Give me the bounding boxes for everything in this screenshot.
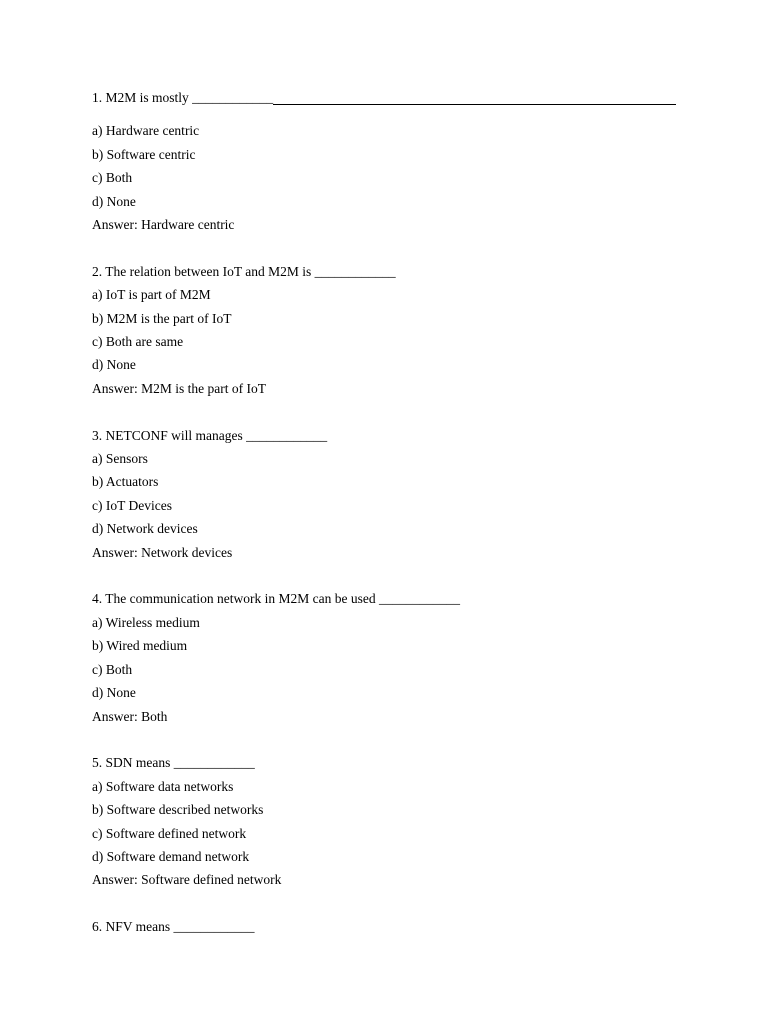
question-2-option-a: a) IoT is part of M2M bbox=[92, 287, 211, 303]
question-block-3 bbox=[92, 424, 676, 564]
question-5-option-c: c) Software defined network bbox=[92, 825, 247, 841]
question-4-option-b: b) Wired medium bbox=[92, 638, 188, 654]
question-1-text: 1. M2M is mostly ____________ bbox=[92, 90, 274, 105]
question-2-answer: Answer: M2M is the part of IoT bbox=[92, 380, 266, 396]
question-5-answer: Answer: Software defined network bbox=[92, 872, 282, 888]
question-1-line bbox=[92, 86, 676, 109]
question-2-option-d: d) None bbox=[92, 357, 136, 373]
question-1-option-b: b) Software centric bbox=[92, 146, 196, 162]
question-block-4 bbox=[92, 587, 676, 727]
question-block-1 bbox=[92, 86, 676, 236]
question-3-option-d: d) Network devices bbox=[92, 521, 198, 537]
question-1-option-a: a) Hardware centric bbox=[92, 123, 200, 139]
question-3-answer: Answer: Network devices bbox=[92, 544, 233, 560]
question-4-answer: Answer: Both bbox=[92, 708, 168, 724]
question-block-5 bbox=[92, 751, 676, 891]
question-3-text: 3. NETCONF will manages ____________ bbox=[92, 427, 328, 443]
question-5-text: 5. SDN means ____________ bbox=[92, 755, 255, 771]
question-4-option-d: d) None bbox=[92, 685, 136, 701]
question-3-option-a: a) Sensors bbox=[92, 451, 148, 467]
question-1-blank-rule bbox=[273, 104, 676, 105]
question-5-option-d: d) Software demand network bbox=[92, 848, 250, 864]
question-1-option-d: d) None bbox=[92, 193, 136, 209]
question-2-text: 2. The relation between IoT and M2M is ____________ bbox=[92, 263, 396, 279]
question-2-option-c: c) Both are same bbox=[92, 334, 184, 350]
question-3-option-b: b) Actuators bbox=[92, 474, 159, 490]
question-1-answer: Answer: Hardware centric bbox=[92, 217, 235, 233]
question-1-option-c: c) Both bbox=[92, 170, 133, 186]
question-block-6 bbox=[92, 915, 676, 938]
question-2-option-b: b) M2M is the part of IoT bbox=[92, 310, 232, 326]
question-4-text: 4. The communication network in M2M can be used ____________ bbox=[92, 591, 460, 607]
question-6-text: 6. NFV means ____________ bbox=[92, 919, 255, 935]
question-4-option-a: a) Wireless medium bbox=[92, 614, 200, 630]
question-4-option-c: c) Both bbox=[92, 661, 133, 677]
question-3-option-c: c) IoT Devices bbox=[92, 497, 172, 513]
question-block-2 bbox=[92, 260, 676, 400]
question-5-option-a: a) Software data networks bbox=[92, 778, 234, 794]
question-5-option-b: b) Software described networks bbox=[92, 802, 264, 818]
